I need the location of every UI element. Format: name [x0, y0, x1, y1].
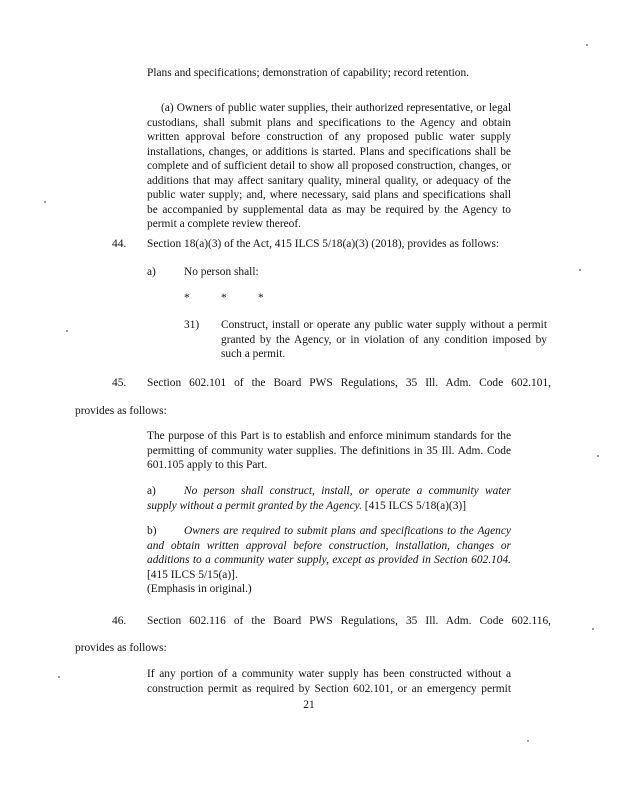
quote-45-a-citation: [415 ILCS 5/18(a)(3)] — [361, 499, 466, 512]
page-number: 21 — [303, 699, 315, 711]
ellipsis-star-2: * — [221, 292, 227, 304]
paragraph-number-46: 46. — [112, 615, 127, 627]
quote-45-b-italic: Owners are required to submit plans and specifications to the Agency and obtain written approval before construction, installation, changes or additions to a community water supply, except as provided in Section 602.104. — [147, 525, 511, 566]
scan-speck — [586, 44, 588, 46]
paragraph-45-continuation: provides as follows: — [75, 405, 167, 417]
section-heading: Plans and specifications; demonstration of capability; record retention. — [147, 67, 470, 79]
scan-speck — [44, 201, 46, 203]
paragraph-number-44: 44. — [112, 238, 127, 250]
quote-45-a-label: a) — [147, 485, 156, 497]
scan-speck — [597, 455, 599, 457]
scan-speck — [579, 269, 581, 271]
scan-speck — [527, 740, 529, 742]
paragraph-45-text: Section 602.101 of the Board PWS Regulations, 35 Ill. Adm. Code 602.101, — [147, 377, 551, 389]
scan-speck — [66, 330, 68, 332]
quote-45-a-text — [147, 484, 511, 513]
quote-45-b-citation: [415 ILCS 5/15(a)]. — [147, 568, 238, 581]
quote-45-b-text — [147, 524, 511, 582]
subsection-a-text: No person shall: — [184, 266, 259, 278]
subsection-a-label: a) — [147, 266, 156, 278]
quote-45-a-italic: No person shall construct, install, or operate a community water supply without a permit granted by the Agency. — [147, 485, 511, 512]
quote-46-text: If any portion of a community water supply has been constructed without a construction permit as required by Section 602.101, or an emergency permit — [147, 668, 511, 695]
quote-45-b-label: b) — [147, 525, 157, 537]
paragraph-46-text: Section 602.116 of the Board PWS Regulations, 35 Ill. Adm. Code 602.116, — [147, 615, 551, 627]
ellipsis-star-1: * — [184, 292, 190, 304]
paragraph-a: (a) Owners of public water supplies, their authorized representative, or legal custodians, shall submit plans and specifications to the Agency and obtain written approval before construction of any proposed public water supply installations, changes, or additions is started. Plans and specifications shall be complete and of sufficient detail to show all proposed construction, changes, or additions that may affect sanitary quality, mineral quality, or adequacy of the public water supply; and, where necessary, said plans and specifications shall be accompanied by supplemental data as may be required by the Agency to permit a complete review thereof. — [147, 102, 511, 230]
paragraph-number-45: 45. — [112, 377, 127, 389]
quote-45-intro: The purpose of this Part is to establish and enforce minimum standards for the permitting of community water supplies. The definitions in 35 Ill. Adm. Code 601.105 apply to this Part. — [147, 430, 511, 471]
item-31-text: Construct, install or operate any public water supply without a permit granted by the Agency, or in violation of any condition imposed by such a permit. — [221, 319, 547, 360]
paragraph-46-continuation: provides as follows: — [75, 642, 167, 654]
emphasis-note: (Emphasis in original.) — [147, 583, 252, 595]
scan-speck — [58, 676, 60, 678]
ellipsis-star-3: * — [258, 292, 264, 304]
scan-speck — [592, 628, 594, 630]
item-31-label: 31) — [184, 319, 200, 331]
paragraph-44-text: Section 18(a)(3) of the Act, 415 ILCS 5/18(a)(3) (2018), provides as follows: — [147, 238, 500, 250]
